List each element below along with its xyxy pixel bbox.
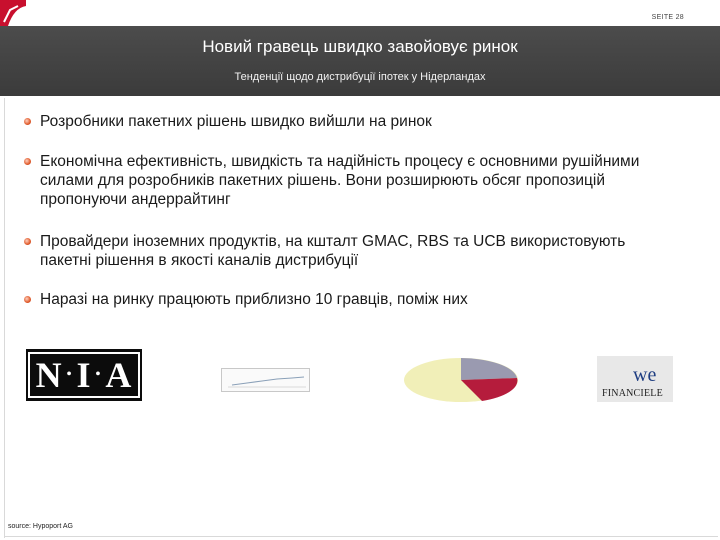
- bullet-icon: [24, 158, 31, 165]
- bullet-icon: [24, 296, 31, 303]
- page-number: SEITE 28: [651, 14, 684, 21]
- bullet-item: [24, 152, 674, 209]
- slide-title: Новий гравець швидко завойовує ринок: [202, 37, 518, 56]
- we-logo-text: we: [633, 364, 657, 386]
- nia-letter: A: [105, 355, 133, 395]
- brand-mark-icon: [0, 0, 26, 26]
- bullet-text: Розробники пакетних рішень швидко вийшли на ринок: [40, 113, 432, 130]
- slide-subtitle: Тенденції щодо дистрибуції іпотек у Нідерландах: [234, 71, 486, 83]
- pie-chart-icon: [402, 356, 520, 404]
- we-logo-subtext: FINANCIELE: [602, 388, 663, 399]
- we-financiele-logo: [597, 356, 673, 402]
- bullet-icon: [24, 118, 31, 125]
- bullet-text: Провайдери іноземних продуктів, на кшталт GMAC, RBS та UCB використовують пакетні рішення в якості каналів дистрибуції: [40, 233, 626, 269]
- slide-header: [0, 26, 720, 96]
- bullet-text: Наразі на ринку працюють приблизно 10 гравців, поміж них: [40, 291, 468, 308]
- bottom-divider: [4, 536, 718, 537]
- nia-logo: N • I • A: [26, 349, 142, 401]
- nia-letter: I: [76, 355, 92, 395]
- bullet-item: [24, 232, 640, 270]
- bullet-icon: [24, 238, 31, 245]
- bullet-item: [24, 112, 432, 131]
- company-logo-corner: [0, 0, 26, 26]
- bullet-item: [24, 290, 468, 309]
- chart-thumbnail: [221, 368, 310, 392]
- pie-chart-thumbnail: [402, 356, 520, 404]
- bullet-text: Економічна ефективність, швидкість та надійність процесу є основними рушійними силами для розробників пакетних рішень. Вони розширюють обсяг пропозицій пропонуючи андеррайтинг: [40, 153, 640, 208]
- left-divider: [4, 98, 5, 538]
- source-note: source: Hypoport AG: [8, 523, 73, 530]
- nia-letter: N: [35, 355, 63, 395]
- line-chart-icon: [222, 369, 309, 391]
